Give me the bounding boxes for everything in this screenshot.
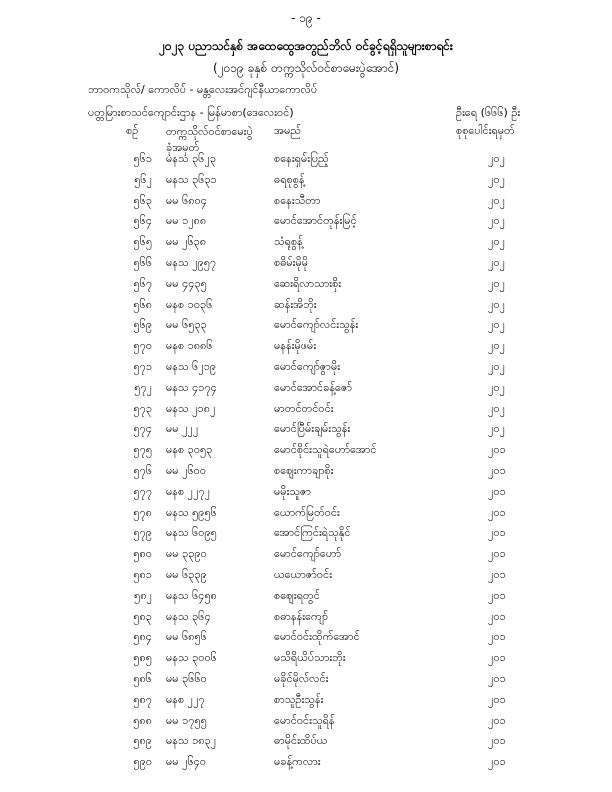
- row-number: ၅၇၄: [133, 422, 152, 436]
- row-number: ၅၇၂: [134, 380, 152, 394]
- exam-number: မမ ၃၆၆၀: [166, 671, 207, 685]
- row-number: ၅၆၇: [133, 276, 152, 290]
- total-score: ၂၀၁: [488, 463, 506, 477]
- row-number: ၅၇၉: [133, 526, 152, 540]
- row-number: ၅၈၁: [133, 567, 152, 581]
- student-name: ဆန်းအိဘိုး: [274, 297, 317, 311]
- table-row: [0, 173, 612, 194]
- row-number: ၅၆၃: [133, 193, 152, 207]
- total-score: ၂၀၂: [488, 318, 505, 332]
- exam-number: မနသ ၆၄၅၈: [166, 588, 217, 602]
- table-row: [0, 693, 612, 714]
- student-name: မောင်စိုင်းသူရဲဟော်အောင်: [274, 443, 377, 457]
- exam-number: မမ ၆၃၃၉: [166, 567, 207, 581]
- student-name: စဓိမ်းမိုမို: [274, 255, 309, 269]
- student-name: မောင်အောင်တုန်းမြင့်: [274, 214, 357, 228]
- student-name: စဈေးကာချာစိုး: [274, 463, 334, 477]
- table-row: [0, 589, 612, 610]
- count-heading: ဦးရေ (၆၆၆) ဦး: [456, 106, 521, 119]
- college-category: ဘာဝကသိုလ်/ ကောလိပ် - မန္တလေးအင်ဂျင်နီယာကောလိပ်: [88, 83, 318, 96]
- exam-number: မနသ ၁၈၃၂: [166, 734, 217, 748]
- student-name: မောင်ကျော်ဇွာမိုး: [274, 359, 341, 373]
- total-score: ၂၀၂: [488, 359, 505, 373]
- exam-number: မမ ၆၈၀၄: [166, 193, 207, 207]
- row-number: ၅၈၇: [133, 692, 152, 706]
- student-name: စနေးသီတာ: [274, 193, 321, 207]
- student-name: မနန်းမိုဖမ်း: [274, 339, 317, 353]
- table-row: [0, 568, 612, 589]
- total-score: ၂၀၁: [488, 713, 506, 727]
- total-score: ၂၀၁: [488, 526, 506, 540]
- table-row: [0, 610, 612, 631]
- student-name: စဓာနန်းကျော်: [274, 609, 329, 623]
- row-number: ၅၆၅: [133, 235, 152, 249]
- total-score: ၂၀၂: [488, 401, 505, 415]
- table-row: [0, 714, 612, 735]
- row-number: ၅၇၃: [133, 401, 152, 415]
- exam-number: မနသ ၆၂၁၉: [166, 359, 217, 373]
- total-score: ၂၀၁: [488, 630, 506, 644]
- total-score: ၂၀၁: [488, 734, 506, 748]
- column-header-exam-line2: ခုံအမှတ်: [166, 141, 200, 154]
- column-header-exam-line1: တက္ကသိုလ်ဝင်စာမေးပွဲ: [166, 125, 253, 138]
- row-number: ၅၆၄: [133, 214, 152, 228]
- exam-number: မနသ ၃၆၄: [166, 609, 211, 623]
- page-number: - ၁၉ -: [291, 11, 321, 25]
- exam-number: မနစ ၃၀၅၃: [166, 443, 213, 457]
- total-score: ၂၀၂: [488, 172, 505, 186]
- table-row: [0, 526, 612, 547]
- column-header-name: အမည်: [274, 124, 302, 137]
- student-name: မောင်အောင်ခန့်ဇော်: [274, 380, 353, 394]
- table-row: [0, 194, 612, 215]
- row-number: ၅၇၆: [133, 463, 152, 477]
- student-name: မောင်ကျော်လင်းသွန်း: [274, 318, 359, 332]
- row-number: ၅၆၁: [133, 152, 152, 165]
- total-score: ၂၀၁: [488, 443, 506, 457]
- row-number: ၅၈၉: [133, 734, 152, 748]
- row-number: ၅၈၈: [133, 713, 152, 727]
- total-score: ၂၀၂: [488, 422, 505, 436]
- table-row: [0, 214, 612, 235]
- exam-number: မနသ ၆၀၉၅: [166, 526, 217, 540]
- row-number: ၅၈၂: [134, 588, 152, 602]
- table-row: [0, 381, 612, 402]
- row-number: ၅၈၄: [133, 630, 152, 644]
- exam-number: မမ ၆၈၅၆: [166, 630, 207, 644]
- student-name: မောင်ကျော်ဟော်: [274, 547, 342, 561]
- total-score: ၂၀၁: [488, 692, 506, 706]
- table-row: [0, 235, 612, 256]
- table-row: [0, 152, 612, 173]
- student-name: စဈေးရတွင်: [274, 588, 320, 602]
- document-subtitle: (၂၀၁၉ ခုနှစ် တက္ကသိုလ်ဝင်စာမေးပွဲအောင်): [212, 61, 400, 75]
- exam-number: မမ ၄၄၃၅: [166, 276, 207, 290]
- table-row: [0, 651, 612, 672]
- table-row: [0, 339, 612, 360]
- total-score: ၂၀၁: [488, 505, 506, 519]
- student-name: ဓရစုစွန့်: [274, 172, 305, 186]
- table-row: [0, 547, 612, 568]
- row-number: ၅၆၈: [133, 297, 152, 311]
- document-title: ၂၀၂၃ ပညာသင်နှစ် အထေထွေအတွည်ဘိလ် ဝင်ခွင့်ရရှိသူများစာရင်း: [159, 39, 453, 53]
- student-name: မခန့်ကလား: [274, 755, 321, 769]
- table-row: [0, 464, 612, 485]
- column-header-score: စုစုပေါင်းရမှတ်: [456, 124, 515, 137]
- row-number: ၅၈၆: [133, 671, 152, 685]
- student-name: ဓာမိုင်းထိပ်ယ: [274, 734, 328, 748]
- exam-number: မနသ ၃၀၀၆: [166, 651, 217, 665]
- student-name: ယယောဇာ်ဝင်း: [274, 567, 332, 581]
- exam-number: မနစ ၁၀၃၆: [166, 297, 213, 311]
- table-row: [0, 277, 612, 298]
- table-row: [0, 506, 612, 527]
- student-name: သံရုစွန့်: [274, 235, 303, 249]
- student-name: မောင်ပြီမ်းချမ်းသွန်း: [274, 422, 351, 436]
- table-row: [0, 755, 612, 776]
- results-table: [0, 152, 612, 776]
- total-score: ၂၀၂: [488, 276, 505, 290]
- row-number: ၅၆၆: [133, 255, 152, 269]
- table-row: [0, 298, 612, 319]
- row-number: ၅၉၀: [133, 755, 152, 769]
- exam-number: မမ ၁၇၅၅: [166, 713, 207, 727]
- exam-number: မနသ ၃၆၂၃: [166, 152, 217, 165]
- student-name: မခိုင်မိုလ်လင်း: [274, 671, 329, 685]
- exam-number: မနသ ၃၆၃၁: [166, 172, 217, 186]
- total-score: ၂၀၂: [488, 339, 505, 353]
- exam-number: မမ ၂၆၄၀: [166, 755, 207, 769]
- table-row: [0, 318, 612, 339]
- row-number: ၅၇၀: [133, 339, 152, 353]
- total-score: ၂၀၂: [488, 297, 505, 311]
- exam-number: မနစ ၁၈၈၆: [166, 339, 213, 353]
- row-number: ၅၇၈: [133, 505, 152, 519]
- total-score: ၂၀၁: [488, 484, 506, 498]
- total-score: ၂၀၁: [488, 588, 506, 602]
- row-number: ၅၇၅: [133, 443, 152, 457]
- exam-number: မနသ ၅၉၅၆: [166, 505, 217, 519]
- student-name: မောင်ဝင်းသူရိန်: [274, 713, 335, 727]
- student-name: စနေးရှမ်းပြည့်: [274, 152, 329, 165]
- student-name: မမိုးသူဇာ: [274, 484, 312, 498]
- row-number: ၅၇၇: [133, 484, 152, 498]
- total-score: ၂၀၁: [488, 671, 506, 685]
- row-number: ၅၈၅: [133, 651, 152, 665]
- exam-number: မမ ၁၂၈၈: [166, 214, 207, 228]
- total-score: ၂၀၁: [488, 651, 506, 665]
- table-row: [0, 360, 612, 381]
- table-row: [0, 443, 612, 464]
- student-name: ဆေးရိလာသားစိုး: [274, 276, 342, 290]
- total-score: ၂၀၁: [488, 609, 506, 623]
- student-name: မောင်ဝင်းထိုက်အောင်: [274, 630, 360, 644]
- row-number: ၅၈၀: [133, 547, 152, 561]
- table-row: [0, 630, 612, 651]
- total-score: ၂၀၁: [488, 547, 506, 561]
- table-row: [0, 734, 612, 755]
- exam-number: မနစ ၂၂၇၂: [166, 484, 211, 498]
- exam-number: မမ ၆၅၃၃: [166, 318, 207, 332]
- row-number: ၅၈၃: [133, 609, 152, 623]
- exam-number: မမ ၂၂၂: [166, 422, 199, 436]
- total-score: ၂၀၂: [488, 255, 505, 269]
- exam-number: မမ ၃၃၉၀: [166, 547, 207, 561]
- student-name: မာတင်တင်ဝင်း: [274, 401, 334, 415]
- total-score: ၂၀၂: [488, 214, 505, 228]
- row-number: ၅၆၂: [134, 172, 152, 186]
- exam-number: မနသ ၂၉၅၇: [166, 255, 217, 269]
- student-name: ယောက်မြတ်ဝင်း: [274, 505, 340, 519]
- total-score: ၂၀၂: [488, 152, 505, 165]
- total-score: ၂၀၁: [488, 567, 506, 581]
- exam-number: မမ ၂၆၃၈: [166, 235, 207, 249]
- student-name: စာသူဦးသွန်း: [274, 692, 324, 706]
- exam-number: မနသ ၄၁၇၄: [166, 380, 217, 394]
- table-row: [0, 672, 612, 693]
- total-score: ၂၀၂: [488, 193, 505, 207]
- table-row: [0, 422, 612, 443]
- table-row: [0, 485, 612, 506]
- row-number: ၅၇၁: [133, 359, 152, 373]
- total-score: ၂၀၂: [488, 380, 505, 394]
- table-row: [0, 402, 612, 423]
- exam-number: မမ ၂၆၀၀: [166, 463, 207, 477]
- student-name: မသိရိယိပ်သားဘိုး: [274, 651, 346, 665]
- total-score: ၂၀၁: [488, 755, 506, 769]
- total-score: ၂၀၂: [488, 235, 505, 249]
- column-header-number: စဉ်: [126, 124, 139, 137]
- exam-number: မနသ ၂၁၈၂: [166, 401, 216, 415]
- exam-number: မနစ ၂၂၇: [166, 692, 205, 706]
- department-heading: ပတ္တမြားစာသင်ကျောင်းဌာန - မြန်မာစာ(ဒေလေးဝင်): [88, 106, 294, 119]
- row-number: ၅၆၉: [133, 318, 152, 332]
- student-name: အောင်ကြင်းရဲသုနိုင်: [274, 526, 351, 540]
- table-row: [0, 256, 612, 277]
